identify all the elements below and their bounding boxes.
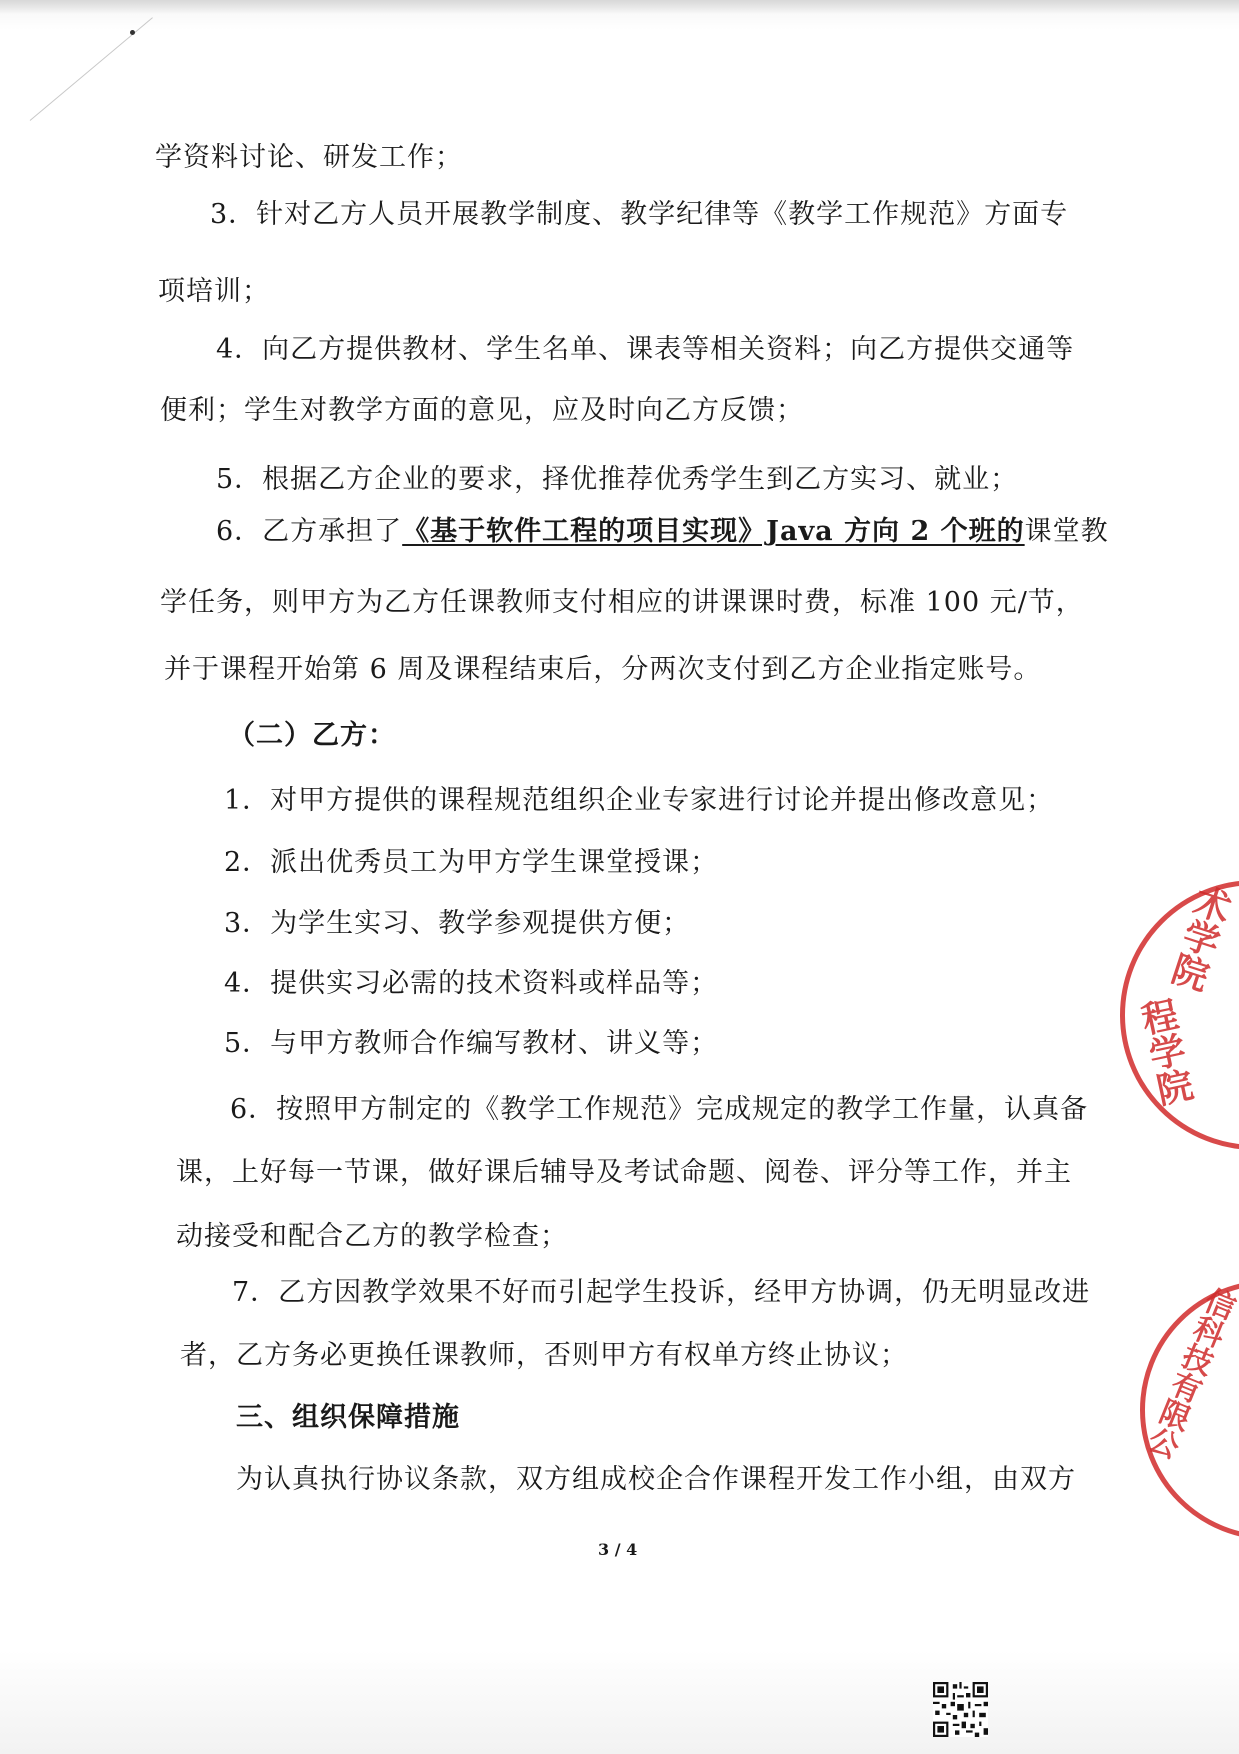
qr-code-icon (933, 1682, 988, 1737)
text-line: 4．提供实习必需的技术资料或样品等； (224, 968, 719, 999)
stamp-upper-text-2: 程学院 (1133, 994, 1197, 1110)
text-line: 学资料讨论、研发工作； (155, 142, 463, 173)
text-line: 3．为学生实习、教学参观提供方便； (224, 908, 691, 939)
text-line: 4．向乙方提供教材、学生名单、课表等相关资料；向乙方提供交通等 (216, 334, 1075, 365)
text-line: 5．与甲方教师合作编写教材、讲义等； (224, 1028, 719, 1059)
section-heading-organization: 三、组织保障措施 (236, 1402, 460, 1433)
text-line: 课，上好每一节课，做好课后辅导及考试命题、阅卷、评分等工作，并主 (176, 1157, 1072, 1188)
text-line: 1．对甲方提供的课程规范组织企业专家进行讨论并提出修改意见； (224, 785, 1055, 816)
text-line: 项培训； (158, 276, 270, 307)
item6-line (216, 514, 1109, 550)
page-number: 3 / 4 (598, 1540, 638, 1559)
text-line: 为认真执行协议条款，双方组成校企合作课程开发工作小组，由双方 (236, 1464, 1076, 1495)
item6-prefix: 6．乙方承担了 (216, 516, 403, 547)
text-line: 学任务，则甲方为乙方任课教师支付相应的讲课课时费，标准 100 元/节， (160, 587, 1084, 618)
text-line: 并于课程开始第 6 周及课程结束后，分两次支付到乙方企业指定账号。 (164, 654, 1042, 685)
text-line: 3．针对乙方人员开展教学制度、教学纪律等《教学工作规范》方面专 (210, 199, 1069, 230)
text-line: 者，乙方务必更换任课教师，否则甲方有权单方终止协议； (180, 1340, 908, 1371)
stamp-lower-text: 信科技有限公 (1139, 1281, 1239, 1462)
text-line: 2．派出优秀员工为甲方学生课堂授课； (224, 847, 719, 878)
section-heading-party-b: （二）乙方： (228, 720, 396, 751)
text-line: 便利；学生对教学方面的意见，应及时向乙方反馈； (160, 395, 804, 426)
text-line: 5．根据乙方企业的要求，择优推荐优秀学生到乙方实习、就业； (216, 464, 1019, 495)
item6-underlined-course: 《基于软件工程的项目实现》Java 方向 2 个班的 (402, 516, 1025, 547)
scan-dust-mark (130, 30, 135, 35)
item6-suffix: 课堂教 (1024, 516, 1109, 547)
scan-top-shadow (0, 0, 1239, 14)
text-line: 7．乙方因教学效果不好而引起学生投诉，经甲方协调，仍无明显改进 (232, 1277, 1091, 1308)
text-line: 6．按照甲方制定的《教学工作规范》完成规定的教学工作量，认真备 (230, 1094, 1089, 1125)
text-line: 动接受和配合乙方的教学检查； (176, 1221, 568, 1252)
stamp-upper-text-1: 术学院 (1162, 879, 1237, 995)
